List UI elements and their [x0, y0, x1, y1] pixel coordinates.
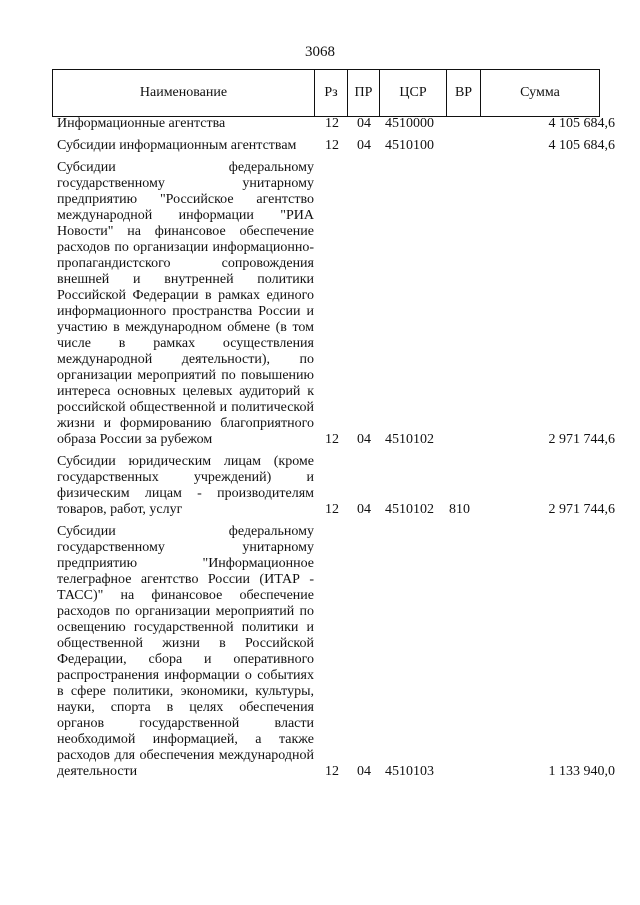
budget-rows: [0, 116, 640, 786]
table-row: [0, 454, 640, 518]
row-pr: 04: [357, 116, 371, 131]
header-rz: Рз: [315, 70, 348, 117]
row-sum: 1 133 940,0: [548, 764, 615, 779]
row-name: Субсидии федеральному государственному унитарному предприятию "Информационное телеграфное агентство России (ИТАР - ТАСС)" на финансовое обеспечение расходов по организации мероприятий по освещению государственной политики и общественной жизни в Российской Федерации, сбора и оперативного распространения информации о событиях в сфере политики, экономики, культуры, науки, спорта в целях обеспечения органов государственной власти необходимой информацией, а также расходов для обеспечения международной деятельности: [57, 524, 314, 779]
header-name: Наименование: [53, 70, 315, 117]
row-name: Субсидии информационным агентствам: [57, 138, 297, 153]
header-sum: Сумма: [481, 70, 600, 117]
header-row: [53, 70, 600, 117]
row-rz: 12: [325, 502, 339, 517]
row-vr: 810: [449, 502, 470, 517]
row-rz: 12: [325, 138, 339, 153]
table-row: [0, 160, 640, 448]
table-header: [52, 69, 600, 117]
header-csr: ЦСР: [380, 70, 447, 117]
row-rz: 12: [325, 432, 339, 447]
row-sum: 2 971 744,6: [548, 502, 615, 517]
row-csr: 4510102: [385, 502, 434, 517]
row-rz: 12: [325, 116, 339, 131]
row-pr: 04: [357, 138, 371, 153]
table-row: [0, 524, 640, 780]
row-pr: 04: [357, 432, 371, 447]
row-pr: 04: [357, 502, 371, 517]
row-sum: 2 971 744,6: [548, 432, 615, 447]
page-number: 3068: [305, 44, 335, 60]
row-name: Информационные агентства: [57, 116, 226, 131]
row-name: Субсидии федеральному государственному унитарному предприятию "Российское агентство международной информации "РИА Новости" на финансовое обеспечение расходов по организации информационно-пропагандистского сопровождения внешней и внутренней политики Российской Федерации в рамках единого информационного пространства России и участию в международном обмене (в том числе в рамках осуществления международной деятельности), по организации мероприятий по повышению интереса основных целевых аудиторий к российской общественной и политической жизни и формированию благоприятного образа России за рубежом: [57, 160, 314, 447]
header-vr: ВР: [447, 70, 481, 117]
row-sum: 4 105 684,6: [548, 138, 615, 153]
row-name: Субсидии юридическим лицам (кроме государственных учреждений) и физическим лицам - производителям товаров, работ, услуг: [57, 454, 314, 517]
row-csr: 4510103: [385, 764, 434, 779]
row-pr: 04: [357, 764, 371, 779]
table-row: [0, 138, 640, 154]
table-row: [0, 116, 640, 132]
row-sum: 4 105 684,6: [548, 116, 615, 131]
row-csr: 4510102: [385, 432, 434, 447]
row-csr: 4510100: [385, 138, 434, 153]
row-rz: 12: [325, 764, 339, 779]
row-csr: 4510000: [385, 116, 434, 131]
header-pr: ПР: [348, 70, 380, 117]
